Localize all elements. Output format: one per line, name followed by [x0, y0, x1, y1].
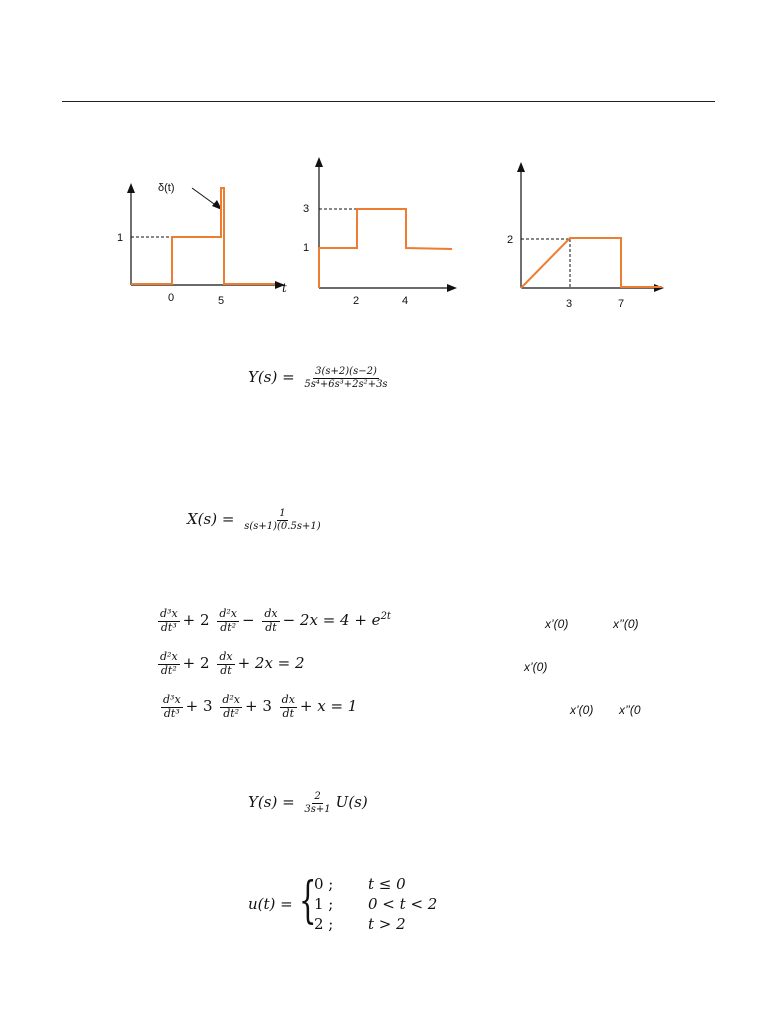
ode3-term3-num: dx [281, 693, 295, 706]
ode3-term2-den: dt² [223, 706, 240, 720]
ode3-op2: + 3 [244, 697, 272, 716]
ode3-term1-num: d³x [163, 693, 181, 706]
ode2-condition-1: x’(0) [524, 660, 548, 674]
eq-x1-fraction [242, 508, 322, 532]
fig3-xtick-7: 7 [618, 298, 625, 310]
ode3-term3 [280, 694, 297, 720]
fig1-ytick-1: 1 [117, 232, 124, 244]
ode1-condition-1: x’(0) [545, 617, 569, 631]
equation-ode3 [158, 694, 357, 720]
ode2-term1-den: dt² [160, 663, 177, 677]
eq-y2-fraction [302, 791, 332, 815]
ode3-term1-den: dt³ [163, 706, 180, 720]
ode2-term2 [217, 651, 234, 677]
piecewise-row-2 [314, 895, 333, 913]
eq-y2-lhs: Y(s) = [248, 793, 295, 811]
ode1-term2 [217, 608, 239, 634]
piecewise-brace: { [299, 871, 317, 929]
piecewise-row-3-cond: t > 2 [368, 915, 406, 933]
eq-x1-numerator: 1 [279, 508, 286, 519]
ode3-condition-1: x’(0) [570, 703, 594, 717]
ode1-condition-2: x’’(0) [613, 617, 639, 631]
equation-y2 [248, 791, 368, 815]
ode1-exponent: 2t [380, 611, 391, 623]
ode2-op1: + 2 [182, 654, 210, 673]
piecewise-lhs: u(t) = [248, 895, 293, 913]
ode1-term1-num: d³x [160, 607, 178, 620]
ode3-condition-2: x’’(0 [619, 703, 641, 717]
fig3-y-arrow [517, 162, 525, 172]
eq-y1-numerator: 3(s+2)(s−2) [315, 366, 377, 377]
fig1-delta-label: δ(t) [158, 182, 175, 194]
piece-1-value: 0 ; [314, 875, 334, 893]
fig3-ytick-2: 2 [507, 234, 514, 246]
ode1-term3 [262, 608, 279, 634]
ode1-op2: − [241, 611, 255, 630]
equation-ode1 [155, 608, 391, 634]
ode1-term3-den: dt [265, 620, 277, 634]
ode2-term1-num: d²x [160, 650, 178, 663]
fig2-xtick-4: 4 [402, 295, 409, 307]
ode1-term1 [158, 608, 180, 634]
fig1-axis-label-t: t [282, 281, 287, 295]
eq-x1-lhs: X(s) = [187, 510, 235, 528]
ode1-term1-den: dt³ [160, 620, 177, 634]
ode2-term1 [158, 651, 180, 677]
equation-y1 [248, 366, 393, 390]
equation-x1 [187, 508, 326, 532]
ode1-op1: + 2 [182, 611, 210, 630]
ode1-term2-num: d²x [219, 607, 237, 620]
eq-y2-denominator: 3s+1 [304, 803, 331, 815]
ode3-term2 [220, 694, 242, 720]
fig3-signal [521, 238, 662, 288]
ode2-term2-num: dx [219, 650, 233, 663]
equation-ode2 [155, 651, 305, 677]
ode3-op1: + 3 [185, 697, 213, 716]
eq-y1-denominator: 5s⁴+6s³+2s²+3s [304, 378, 388, 390]
piece-3-value: 2 ; [314, 915, 334, 933]
eq-x1-denominator: s(s+1)(0.5s+1) [244, 520, 321, 532]
piecewise-row-3 [314, 915, 333, 933]
ode3-term2-num: d²x [222, 693, 240, 706]
piecewise-row-2-cond: 0 < t < 2 [368, 895, 438, 913]
piecewise-row-1-cond: t ≤ 0 [368, 875, 406, 893]
ode1-rest: − 2x = 4 + e [282, 611, 381, 630]
eq-y2-rhs: U(s) [335, 793, 368, 811]
ode2-rest: + 2x = 2 [237, 654, 305, 673]
eq-y1-fraction [302, 366, 389, 390]
piece-2-value: 1 ; [314, 895, 334, 913]
fig2-ytick-1: 1 [303, 242, 310, 254]
fig3-xtick-3: 3 [566, 298, 573, 310]
ode3-term1 [161, 694, 183, 720]
eq-y1-lhs: Y(s) = [248, 368, 295, 386]
ode3-rest: + x = 1 [299, 697, 358, 716]
fig1-xtick-0: 0 [168, 292, 175, 304]
ode1-term2-den: dt² [220, 620, 237, 634]
ode1-term3-num: dx [264, 607, 278, 620]
piecewise-row-1 [314, 875, 333, 893]
fig2-ytick-3: 3 [303, 203, 310, 215]
ode2-term2-den: dt [220, 663, 232, 677]
ode3-term3-den: dt [282, 706, 295, 720]
fig1-xtick-5: 5 [218, 295, 225, 307]
fig2-xtick-2: 2 [353, 295, 360, 307]
eq-y2-numerator: 2 [314, 791, 321, 802]
